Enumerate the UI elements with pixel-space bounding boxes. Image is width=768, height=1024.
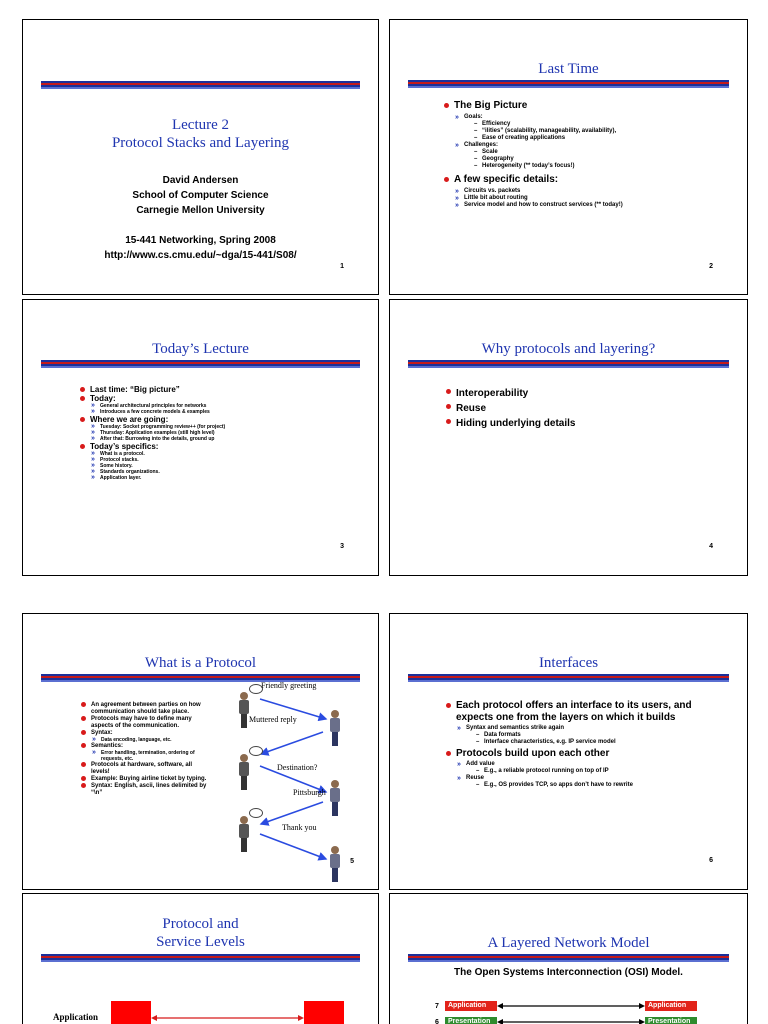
slide-title-line-1: Protocol and xyxy=(162,916,239,932)
sub-bullet: » Standards organizations. xyxy=(90,469,360,475)
sub-bullet: » After that: Burrowing into the details, ground up xyxy=(90,436,360,442)
sub-sub-bullet: – Interface characteristics, e.g. IP service model xyxy=(476,739,724,746)
bullet-text: Each protocol offers an interface to its users, and expects one from the layers on which it builds xyxy=(456,700,692,723)
label-muttered-reply: Muttered reply xyxy=(249,715,297,724)
customer-figure xyxy=(237,754,251,790)
title-divider xyxy=(408,360,729,368)
sub-bullet: » Little bit about routing xyxy=(454,195,734,202)
sub-sub-bullet: – E.g., a reliable protocol running on top of IP xyxy=(476,768,724,775)
sub-bullet: » Thursday: Application examples (still high level) xyxy=(90,430,360,436)
sub-bullet: » Tuesday: Socket programming review++ (for project) xyxy=(90,424,360,430)
sub-sub-bullet: – Heterogeneity (** today’s focus!) xyxy=(474,163,734,170)
sub-sub-bullet: – Ease of creating applications xyxy=(474,135,734,142)
bullet-text: Today: xyxy=(90,394,116,403)
bullet-list xyxy=(446,386,726,431)
page-number: 1 xyxy=(340,263,344,270)
author-name: David Andersen xyxy=(162,175,239,186)
slide-title: Last Time xyxy=(538,61,599,77)
sub-bullet: » Some history. xyxy=(90,463,360,469)
title-divider xyxy=(408,954,729,962)
speech-bubble xyxy=(249,808,263,818)
bullet-text: Where we are going: xyxy=(90,415,169,424)
label-destination: Destination? xyxy=(277,763,318,772)
layer-presentation-right: Presentation xyxy=(645,1017,697,1024)
slide-6 xyxy=(389,613,748,890)
sub-bullet-text: Reuse xyxy=(466,775,485,781)
speech-bubble xyxy=(249,746,263,756)
page-number: 6 xyxy=(709,857,713,864)
bullet-text: Protocols build upon each other xyxy=(456,748,610,759)
sub-bullet xyxy=(454,114,734,142)
sub-bullet: » Protocol stacks. xyxy=(90,457,360,463)
agent-figure xyxy=(328,710,342,746)
sub-bullet xyxy=(456,775,724,789)
customer-figure xyxy=(237,816,251,852)
label-thank-you: Thank you xyxy=(282,823,317,832)
title-divider xyxy=(408,674,729,682)
bullet-text: Today’s specifics: xyxy=(90,442,159,451)
sub-bullet xyxy=(454,142,734,170)
slide-title: A Layered Network Model xyxy=(487,935,650,951)
agent-figure xyxy=(328,780,342,816)
bullet-item: Syntax: English, ascii, lines delimited by “\n” xyxy=(81,783,209,797)
course-url: http://www.cs.cmu.edu/~dga/15-441/S08/ xyxy=(104,250,297,261)
bullet-item xyxy=(446,700,724,746)
agent-figure xyxy=(328,846,342,882)
slide-4 xyxy=(389,299,748,576)
slide-title: What is a Protocol xyxy=(144,655,257,671)
page-number: 3 xyxy=(340,543,344,550)
sub-bullet-text: Challenges: xyxy=(464,142,499,148)
slide-title-line-2: Service Levels xyxy=(156,934,245,950)
bullet-text: The Big Picture xyxy=(454,100,528,111)
sub-bullet: » What is a protocol. xyxy=(90,451,360,457)
bullet-list xyxy=(80,385,360,481)
sub-bullet: » Data encoding, language, etc. xyxy=(91,737,209,743)
lecture-number: Lecture 2 xyxy=(171,117,230,133)
layer-number: 7 xyxy=(435,1003,439,1010)
slide-7 xyxy=(22,893,379,1024)
sub-bullet: » Circuits vs. packets xyxy=(454,188,734,195)
layer-application-left: Application xyxy=(445,1001,497,1011)
arrow-thank-you xyxy=(260,834,326,859)
lecture-title: Protocol Stacks and Layering xyxy=(111,135,290,151)
slide-1 xyxy=(22,19,379,295)
sub-sub-bullet: – Geography xyxy=(474,156,734,163)
slide-title: Why protocols and layering? xyxy=(481,341,656,357)
bullet-item xyxy=(80,394,360,415)
sub-bullet: » Introduces a few concrete models & examples xyxy=(90,409,360,415)
bullet-item: An agreement between parties on how communication should take place. xyxy=(81,702,209,716)
title-divider xyxy=(41,81,360,89)
page-number: 4 xyxy=(709,543,713,550)
layer-presentation-left: Presentation xyxy=(445,1017,497,1024)
conversation-arrows xyxy=(23,614,379,890)
university-name: Carnegie Mellon University xyxy=(136,205,265,216)
sub-sub-bullet: – E.g., OS provides TCP, so apps don’t have to rewrite xyxy=(476,782,724,789)
application-peer-arrow xyxy=(151,1012,304,1024)
layer-label-application: Application xyxy=(53,1012,99,1022)
title-divider xyxy=(41,360,360,368)
application-box-left xyxy=(111,1001,151,1024)
sub-bullet: » General architectural principles for networks xyxy=(90,403,360,409)
sub-bullet xyxy=(456,761,724,775)
label-friendly-greeting: Friendly greeting xyxy=(261,681,317,690)
title-divider xyxy=(408,80,729,88)
bullet-item: Protocols at hardware, software, all levels! xyxy=(81,762,209,776)
bullet-item: Last time: “Big picture” xyxy=(80,385,360,394)
sub-sub-bullet: – Scale xyxy=(474,149,734,156)
slide-title: Today’s Lecture xyxy=(152,341,249,357)
osi-subtitle: The Open Systems Interconnection (OSI) Model. xyxy=(454,967,683,978)
layer-application-right: Application xyxy=(645,1001,697,1011)
bullet-item: Reuse xyxy=(446,401,726,416)
arrow-pittsburgh xyxy=(261,802,323,824)
bullet-item: Example: Buying airline ticket by typing. xyxy=(81,776,209,783)
slide-2 xyxy=(389,19,748,295)
slide-5 xyxy=(22,613,379,890)
bullet-item: Interoperability xyxy=(446,386,726,401)
bullet-item xyxy=(444,174,734,209)
presentation-peer-arrow xyxy=(497,1017,645,1024)
bullet-list xyxy=(446,700,724,789)
sub-bullet-text: Syntax and semantics strike again xyxy=(466,725,565,731)
application-peer-arrow xyxy=(497,1001,645,1011)
layer-number: 6 xyxy=(435,1019,439,1024)
sub-bullet: » Application layer. xyxy=(90,475,360,481)
sub-sub-bullet: – “ilities” (scalability, manageability, availability), xyxy=(474,128,734,135)
sub-bullet xyxy=(456,725,724,746)
sub-sub-bullet: – Data formats xyxy=(476,732,724,739)
slide-8 xyxy=(389,893,748,1024)
title-divider xyxy=(41,954,360,962)
sub-bullet: » Error handling, termination, ordering of requests, etc. xyxy=(91,750,209,762)
sub-bullet: » Service model and how to construct services (** today!) xyxy=(454,202,734,209)
sub-bullet-text: Add value xyxy=(466,761,495,767)
school-name: School of Computer Science xyxy=(132,190,269,201)
sub-sub-bullet: – Efficiency xyxy=(474,121,734,128)
bullet-text: Semantics: xyxy=(91,743,124,749)
arrow-reply xyxy=(261,732,323,754)
bullet-item xyxy=(80,415,360,442)
sub-bullet-text: Goals: xyxy=(464,114,483,120)
page-number: 5 xyxy=(350,858,354,865)
slide-3 xyxy=(22,299,379,576)
label-pittsburgh: Pittsburgh xyxy=(293,788,326,797)
bullet-item xyxy=(446,748,724,789)
course-name: 15-441 Networking, Spring 2008 xyxy=(125,235,276,246)
bullet-text: A few specific details: xyxy=(454,174,559,185)
bullet-list xyxy=(444,100,734,209)
bullet-text: Syntax: xyxy=(91,730,113,736)
application-box-right xyxy=(304,1001,344,1024)
page-number: 2 xyxy=(709,263,713,270)
bullet-item: Protocols may have to define many aspects of the communication. xyxy=(81,716,209,730)
bullet-item xyxy=(80,442,360,481)
bullet-item xyxy=(444,100,734,170)
bullet-item: Hiding underlying details xyxy=(446,416,726,431)
slide-title: Interfaces xyxy=(538,655,599,671)
